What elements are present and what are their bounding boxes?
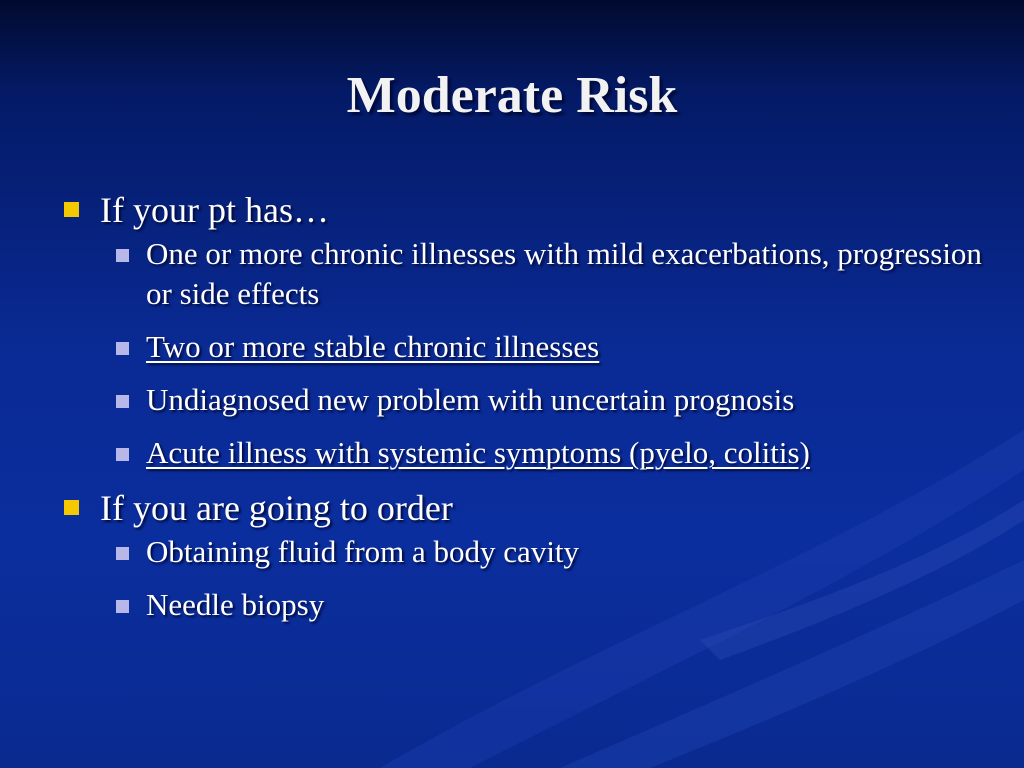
square-bullet-icon <box>116 448 129 461</box>
bullet-level2-item <box>112 532 992 572</box>
sublist-going-to-order <box>112 532 992 625</box>
square-bullet-icon <box>116 395 129 408</box>
slide-title: Moderate Risk <box>346 67 678 124</box>
bullet-text: Needle biopsy <box>146 587 325 622</box>
square-bullet-icon <box>116 600 129 613</box>
bullet-level2-item <box>112 234 992 314</box>
bullet-text: Undiagnosed new problem with uncertain prognosis <box>146 382 795 417</box>
bullet-text-underlined: Acute illness with systemic symptoms (pyelo, colitis) <box>146 435 810 470</box>
square-bullet-icon <box>64 500 79 515</box>
slide-body <box>62 188 992 638</box>
bullet-text-underlined: Two or more stable chronic illnesses <box>146 329 600 364</box>
bullet-level2-item <box>112 327 992 367</box>
square-bullet-icon <box>116 249 129 262</box>
bullet-level2-item <box>112 433 992 473</box>
bullet-text: Obtaining fluid from a body cavity <box>146 534 580 569</box>
bullet-text: If you are going to order <box>100 488 453 528</box>
square-bullet-icon <box>116 547 129 560</box>
bullet-level2-item <box>112 585 992 625</box>
square-bullet-icon <box>116 342 129 355</box>
square-bullet-icon <box>64 202 79 217</box>
bullet-text: One or more chronic illnesses with mild exacerbations, progression or side effects <box>146 236 982 311</box>
bullet-level1-going-to-order <box>62 486 992 530</box>
sublist-pt-has <box>112 234 992 473</box>
bullet-text: If your pt has… <box>100 190 329 230</box>
bullet-level2-item <box>112 380 992 420</box>
bullet-level1-pt-has <box>62 188 992 232</box>
